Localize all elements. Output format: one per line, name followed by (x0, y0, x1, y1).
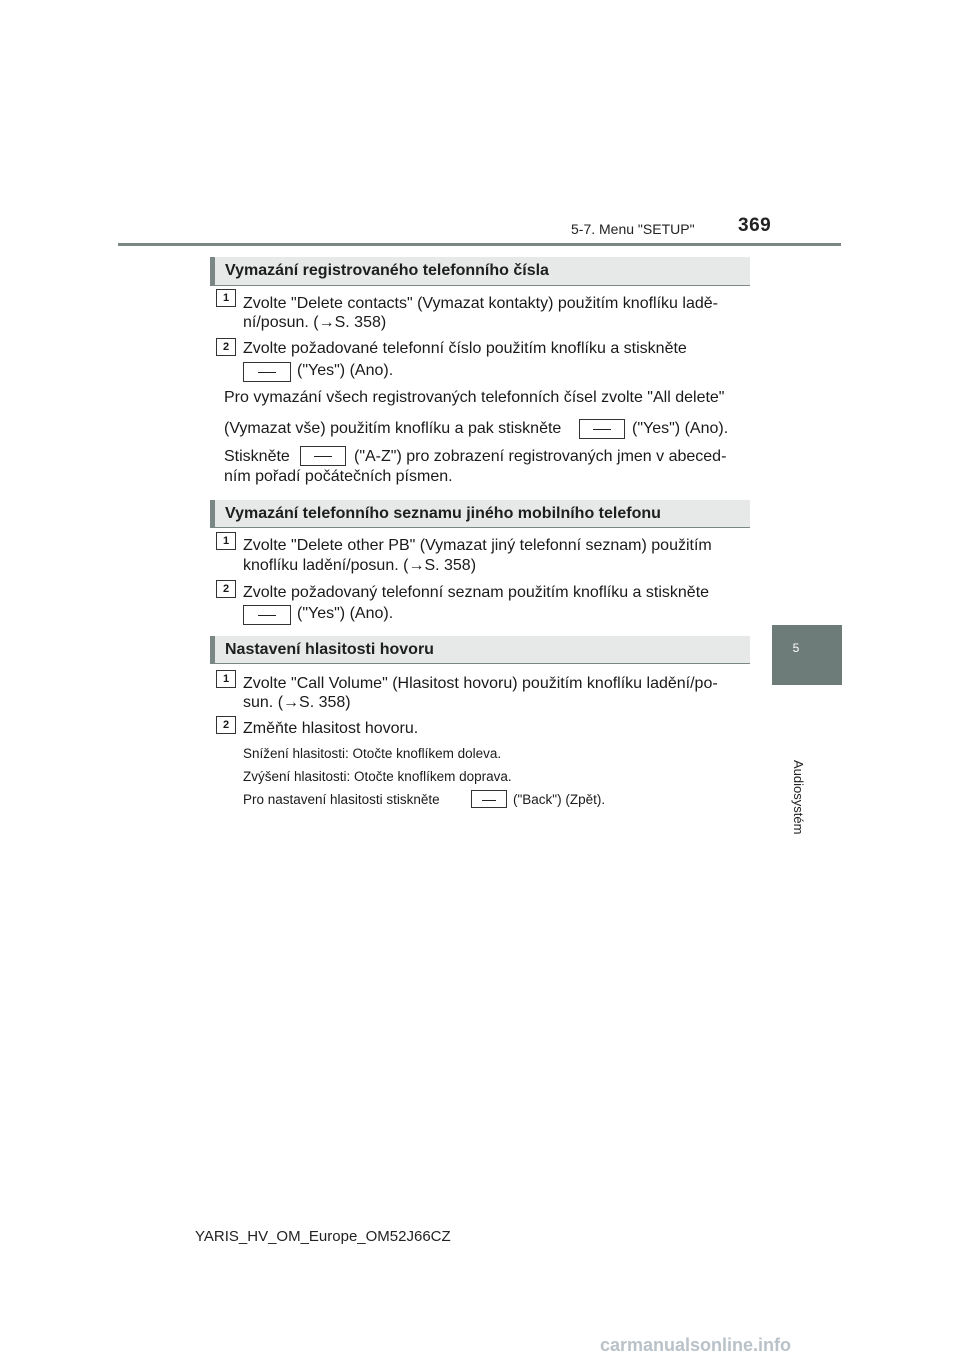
document-code: YARIS_HV_OM_Europe_OM52J66CZ (195, 1228, 451, 1245)
step-number-badge: 1 (216, 289, 236, 307)
step-text: Změňte hlasitost hovoru. (243, 720, 419, 737)
header-rule (118, 243, 841, 246)
section-heading-call-volume (210, 636, 750, 664)
section-underline (210, 527, 750, 528)
watermark: carmanualsonline.info (600, 1335, 792, 1355)
page-number: 369 (738, 215, 772, 236)
section-title: 5-7. Menu "SETUP" (571, 221, 695, 237)
note-text: Stiskněte (224, 448, 290, 465)
section-heading-text: Vymazání telefonního seznamu jiného mobilního telefonu (225, 505, 661, 522)
section-heading-text: Vymazání registrovaného telefonního čísla (225, 262, 549, 279)
step-number-badge: 1 (216, 532, 236, 550)
note-text: Snížení hlasitosti: Otočte knoflíkem doleva. (243, 746, 502, 761)
section-underline (210, 285, 750, 286)
step-text: ("Yes") (Ano). (297, 605, 394, 622)
step-text: Zvolte požadovaný telefonní seznam použitím knoflíku a stiskněte (243, 584, 710, 601)
section-heading-text: Nastavení hlasitosti hovoru (225, 641, 434, 658)
step-text: Zvolte požadované telefonní číslo použitím knoflíku a stiskněte (243, 340, 687, 357)
yes-button-icon (243, 362, 291, 382)
note-text: Zvýšení hlasitosti: Otočte knoflíkem doprava. (243, 769, 512, 784)
section-heading-delete-phonebook (210, 500, 750, 528)
step-number-badge: 2 (216, 580, 236, 598)
chapter-number: 5 (792, 641, 800, 655)
step-text: ní/posun. (→S. 358) (243, 314, 387, 331)
step-text: sun. (→S. 358) (243, 694, 351, 711)
section-underline (210, 663, 750, 664)
note-text: ("A-Z") pro zobrazení registrovaných jmen v abeced- (354, 448, 727, 465)
chapter-label: Audiosystém (791, 760, 806, 835)
note-text: ním pořadí počátečních písmen. (224, 468, 453, 485)
step-number-badge: 1 (216, 670, 236, 688)
a-z-button-icon (300, 446, 346, 466)
note-text: ("Back") (Zpět). (513, 792, 606, 807)
step-text: ("Yes") (Ano). (297, 362, 394, 379)
back-button-icon (471, 790, 507, 808)
yes-button-icon (243, 605, 291, 625)
note-text: ("Yes") (Ano). (632, 420, 729, 437)
note-text: Pro nastavení hlasitosti stiskněte (243, 792, 440, 807)
section-heading-delete-number (210, 257, 750, 285)
step-text: knoflíku ladění/posun. (→S. 358) (243, 557, 477, 574)
note-text: (Vymazat vše) použitím knoflíku a pak stiskněte (224, 420, 562, 437)
step-text: Zvolte "Delete contacts" (Vymazat kontakty) použitím knoflíku ladě- (243, 295, 718, 312)
step-text: Zvolte "Call Volume" (Hlasitost hovoru) použitím knoflíku ladění/po- (243, 675, 718, 692)
step-number-badge: 2 (216, 716, 236, 734)
step-text: Zvolte "Delete other PB" (Vymazat jiný telefonní seznam) použitím (243, 537, 712, 554)
step-number-badge: 2 (216, 338, 236, 356)
note-text: Pro vymazání všech registrovaných telefonních čísel zvolte "All delete" (224, 389, 725, 406)
chapter-tab (772, 625, 842, 685)
yes-button-icon (579, 419, 625, 439)
